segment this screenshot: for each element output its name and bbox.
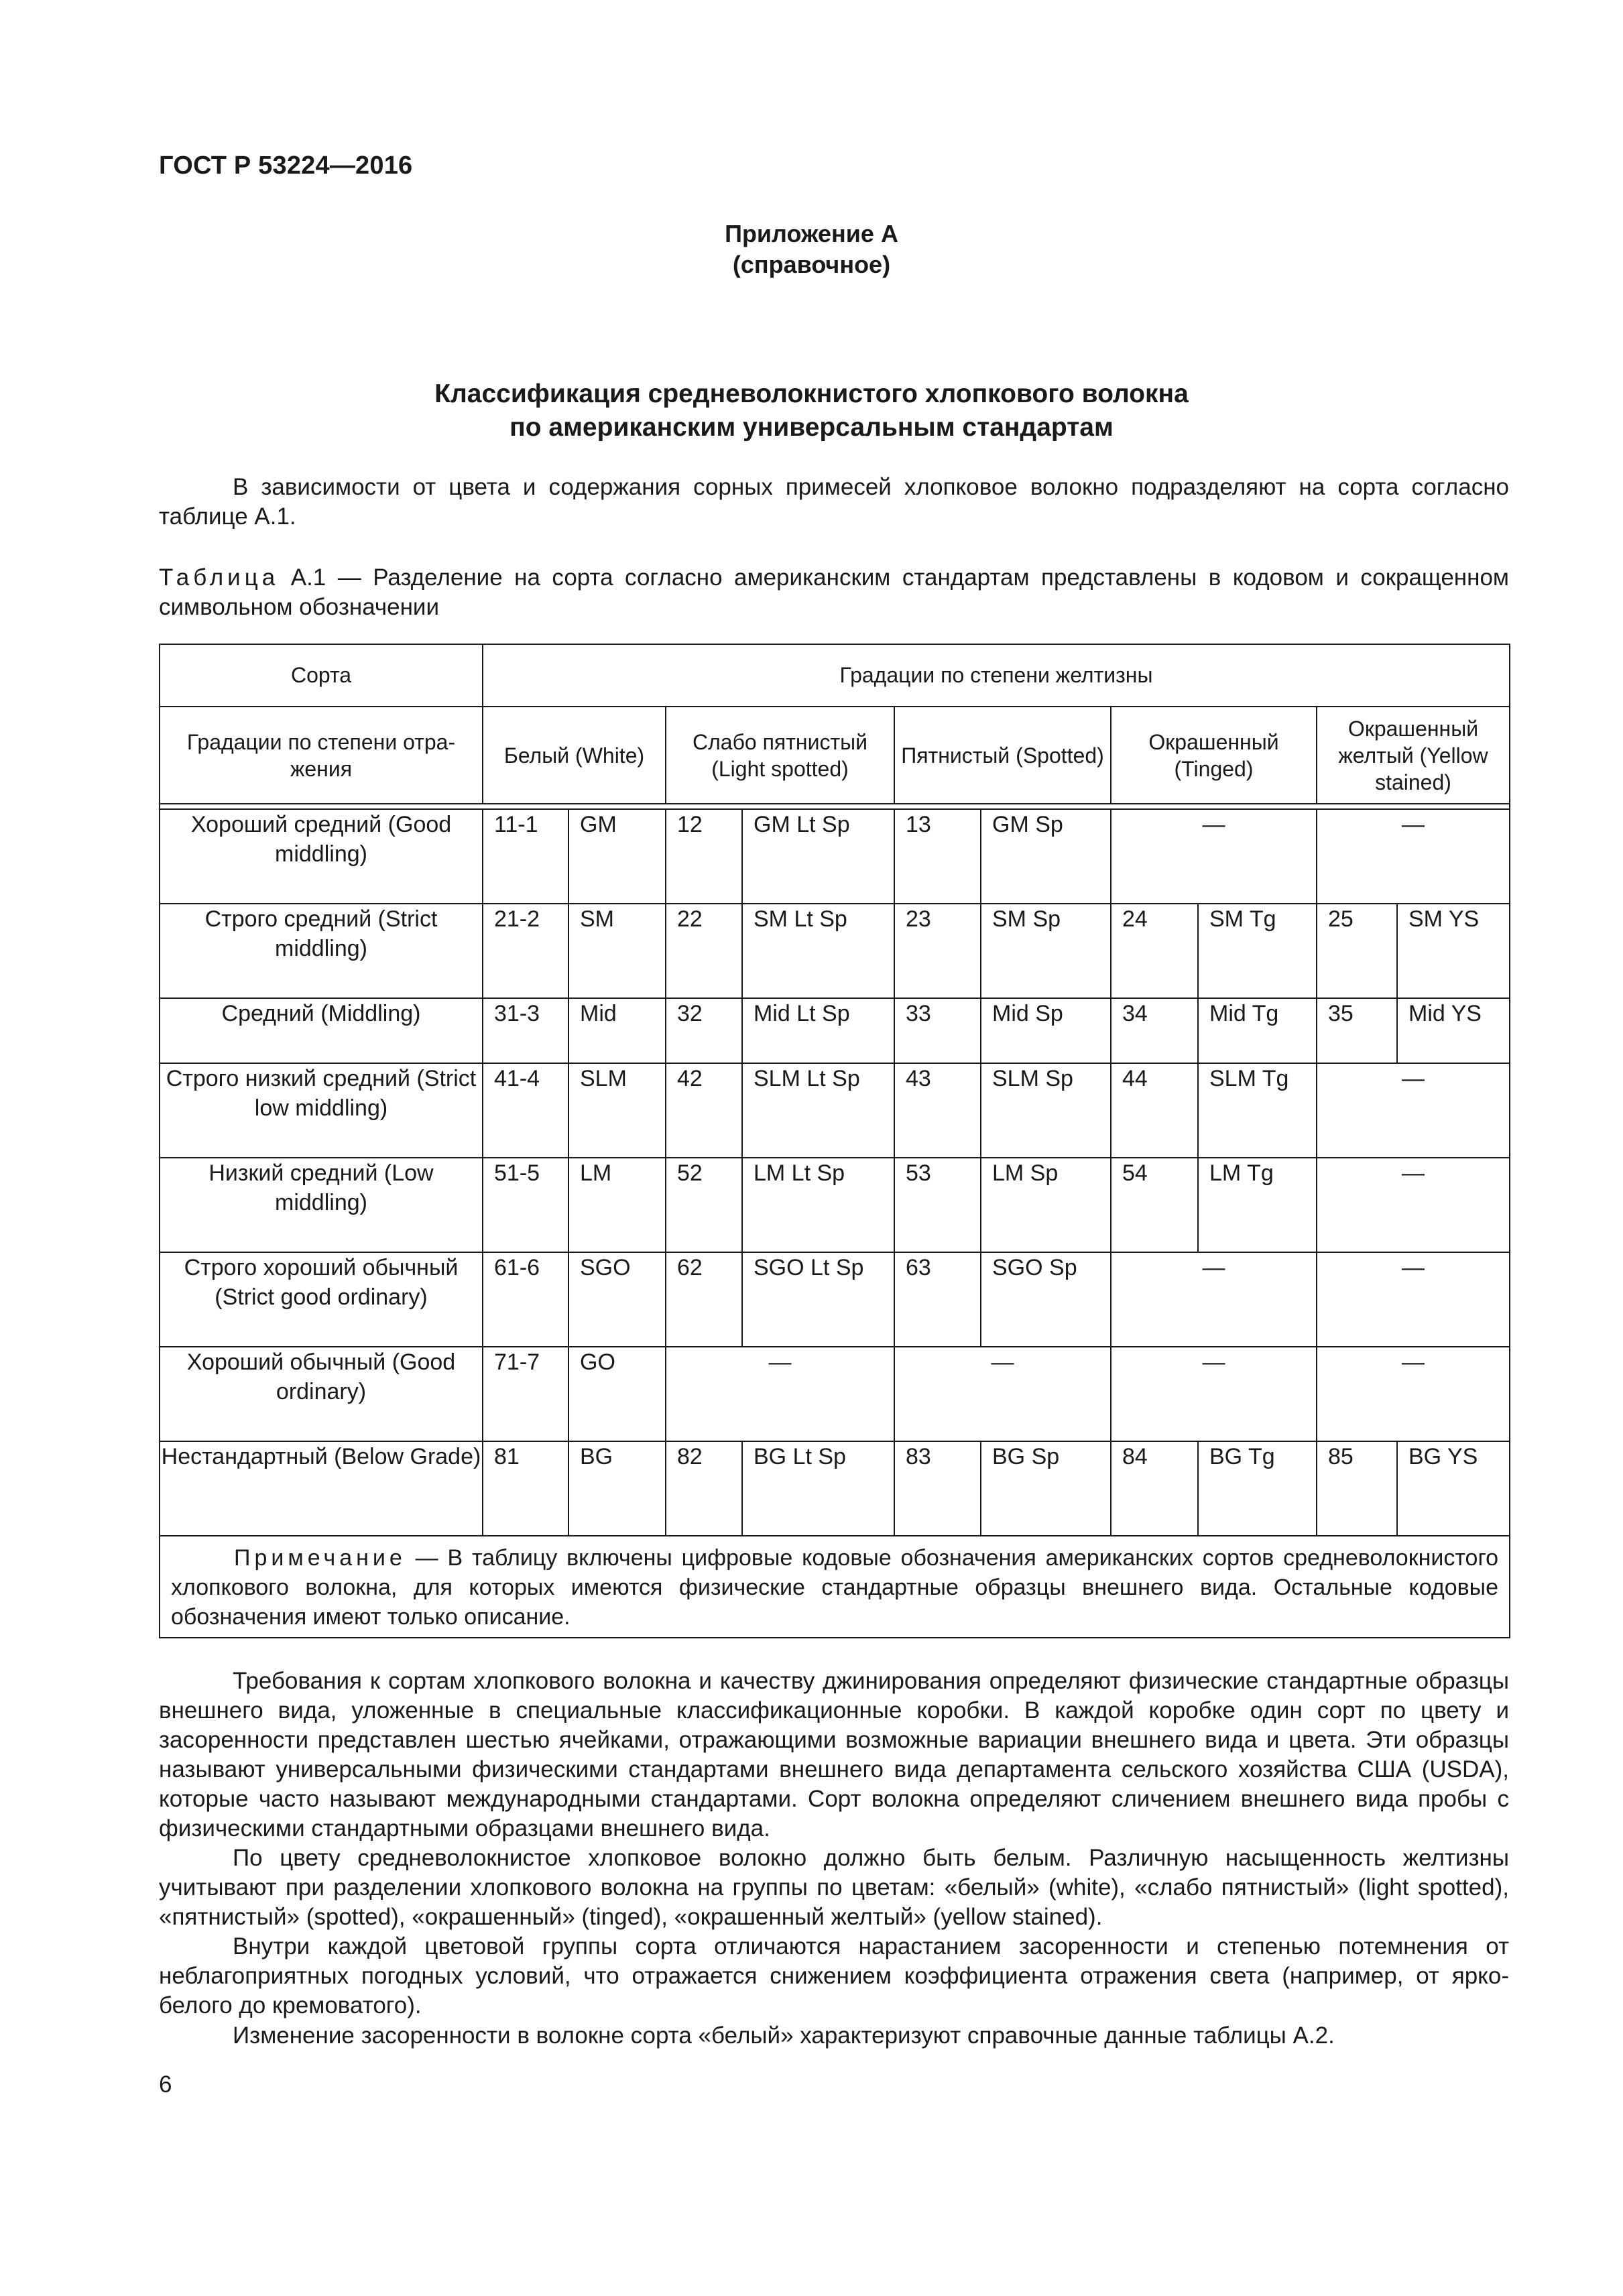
body-paragraph: Изменение засоренности в волокне сорта «белый» характеризуют справочные данные таблицы А.2.: [233, 2022, 1335, 2049]
grade-abbreviation: BG Lt Sp: [742, 1441, 894, 1536]
header-reflection: Градации по степени отра-жения: [160, 707, 483, 804]
grade-code: 33: [894, 998, 981, 1063]
section-title: [0, 377, 1623, 444]
grade-code: 21-2: [483, 904, 568, 998]
empty-grade-dash: —: [894, 1347, 1111, 1441]
table-caption-text: А.1 — Разделение на сорта согласно американским стандартам представлены в кодовом и сокращенном символьном обозначении: [159, 564, 1509, 620]
row-grade-name: Строго низкий средний (Strict low middling): [160, 1063, 483, 1158]
grade-abbreviation: SM Sp: [981, 904, 1111, 998]
table-row: [160, 809, 1510, 904]
table-row: [160, 998, 1510, 1063]
grade-code: 85: [1317, 1441, 1397, 1536]
grade-abbreviation: LM Lt Sp: [742, 1158, 894, 1252]
grade-code: 71-7: [483, 1347, 568, 1441]
body-paragraph: По цвету средневолокнистое хлопковое волокно должно быть белым. Различную насыщенность желтизны учитывают при разделении хлопкового волокна на группы по цветам: «белый» (white), «слабо пятнистый» (light spotted), «пятнистый» (spotted), «окрашенный» (tinged), «окрашенный желтый» (yellow stained).: [159, 1845, 1509, 1930]
grade-abbreviation: GM Sp: [981, 809, 1111, 904]
row-grade-name: Низкий средний (Low middling): [160, 1158, 483, 1252]
grade-code: 81: [483, 1441, 568, 1536]
empty-grade-dash: —: [1111, 1252, 1317, 1347]
grade-abbreviation: BG YS: [1397, 1441, 1510, 1536]
grade-code: 83: [894, 1441, 981, 1536]
grade-abbreviation: SM YS: [1397, 904, 1510, 998]
grade-abbreviation: SLM: [568, 1063, 666, 1158]
table-row: [160, 1347, 1510, 1441]
grade-code: 44: [1111, 1063, 1198, 1158]
note-text: — В таблицу включены цифровые кодовые обозначения американских сортов средневолокнистого хлопкового волокна, для которых имеются физические стандартные образцы внешнего вида. Остальные кодовые обозначения имеют только описание.: [171, 1545, 1499, 1630]
grade-code: 62: [666, 1252, 742, 1347]
empty-grade-dash: —: [1317, 1063, 1510, 1158]
grade-abbreviation: BG: [568, 1441, 666, 1536]
grades-table: [159, 644, 1510, 1638]
body-paragraph: Внутри каждой цветовой группы сорта отличаются нарастанием засоренности и степенью потемнения от неблагоприятных погодных условий, что отражается снижением коэффициента отражения света (например, от ярко-белого до кремоватого).: [159, 1933, 1509, 2018]
grade-abbreviation: SLM Sp: [981, 1063, 1111, 1158]
grade-abbreviation: Mid Tg: [1198, 998, 1317, 1063]
empty-grade-dash: —: [1111, 1347, 1317, 1441]
grade-code: 12: [666, 809, 742, 904]
row-grade-name: Нестандартный (Below Grade): [160, 1441, 483, 1536]
grade-code: 32: [666, 998, 742, 1063]
header-group: Слабо пятнистый (Light spotted): [666, 707, 894, 804]
body-paragraph: Требования к сортам хлопкового волокна и качеству джинирования определяют физические стандартные образцы внешнего вида, уложенные в специальные классификационные коробки. В каждой коробке один сорт по цвету и засоренности представлен шестью ячейками, отражающими возможные вариации внешнего вида и цвета. Эти образцы называют универсальными физическими стандартами внешнего вида департамента сельского хозяйства США (USDA), которые часто называют международными стандартами. Сорт волокна определяют сличением внешнего вида пробы с физическими стандартными образцами внешнего вида.: [159, 1668, 1509, 1841]
grade-code: 13: [894, 809, 981, 904]
header-group: Окрашенный (Tinged): [1111, 707, 1317, 804]
grade-code: 31-3: [483, 998, 568, 1063]
grade-abbreviation: SGO Lt Sp: [742, 1252, 894, 1347]
table-row: [160, 1063, 1510, 1158]
header-group: Окрашенный желтый (Yellow stained): [1317, 707, 1510, 804]
table-caption-label: Таблица: [159, 564, 280, 591]
table-caption: [159, 563, 1509, 622]
grade-code: 23: [894, 904, 981, 998]
table-header-row: [160, 644, 1510, 707]
grade-abbreviation: LM Tg: [1198, 1158, 1317, 1252]
empty-grade-dash: —: [1317, 1158, 1510, 1252]
row-grade-name: Хороший средний (Good middling): [160, 809, 483, 904]
table-body: [160, 809, 1510, 1536]
grade-code: 22: [666, 904, 742, 998]
empty-grade-dash: —: [1317, 1252, 1510, 1347]
grade-code: 34: [1111, 998, 1198, 1063]
grade-abbreviation: LM: [568, 1158, 666, 1252]
note-label: Примечание: [234, 1545, 406, 1571]
grade-code: 24: [1111, 904, 1198, 998]
grade-code: 51-5: [483, 1158, 568, 1252]
appendix-heading: [0, 219, 1623, 280]
section-title-line2: по американским универсальным стандартам: [509, 413, 1114, 442]
grade-abbreviation: Mid YS: [1397, 998, 1510, 1063]
grade-code: 84: [1111, 1441, 1198, 1536]
grade-code: 52: [666, 1158, 742, 1252]
row-grade-name: Средний (Middling): [160, 998, 483, 1063]
page-number: 6: [159, 2071, 172, 2098]
grade-abbreviation: Mid: [568, 998, 666, 1063]
table-row: [160, 1158, 1510, 1252]
grade-abbreviation: SM: [568, 904, 666, 998]
table-note-row: [160, 1536, 1510, 1638]
grade-abbreviation: SLM Tg: [1198, 1063, 1317, 1158]
intro-paragraph: В зависимости от цвета и содержания сорных примесей хлопковое волокно подразделяют на сорта согласно таблице А.1.: [159, 474, 1509, 530]
grade-abbreviation: BG Sp: [981, 1441, 1111, 1536]
header-separator: [160, 804, 1510, 809]
grade-abbreviation: SGO Sp: [981, 1252, 1111, 1347]
grade-abbreviation: BG Tg: [1198, 1441, 1317, 1536]
grade-abbreviation: LM Sp: [981, 1158, 1111, 1252]
grade-abbreviation: GO: [568, 1347, 666, 1441]
header-group: Белый (White): [483, 707, 666, 804]
table-note: [160, 1536, 1510, 1638]
header-sort: Сорта: [160, 644, 483, 707]
table-row: [160, 1441, 1510, 1536]
table-row: [160, 1252, 1510, 1347]
empty-grade-dash: —: [1317, 1347, 1510, 1441]
grade-abbreviation: SGO: [568, 1252, 666, 1347]
grade-code: 54: [1111, 1158, 1198, 1252]
grade-code: 63: [894, 1252, 981, 1347]
grade-code: 53: [894, 1158, 981, 1252]
grade-abbreviation: GM: [568, 809, 666, 904]
table-row: [160, 904, 1510, 998]
empty-grade-dash: —: [1317, 809, 1510, 904]
grade-code: 42: [666, 1063, 742, 1158]
grade-abbreviation: Mid Sp: [981, 998, 1111, 1063]
grade-abbreviation: Mid Lt Sp: [742, 998, 894, 1063]
grade-code: 61-6: [483, 1252, 568, 1347]
grade-code: 41-4: [483, 1063, 568, 1158]
grade-code: 25: [1317, 904, 1397, 998]
empty-grade-dash: —: [666, 1347, 894, 1441]
grade-code: 82: [666, 1441, 742, 1536]
appendix-subtitle: (справочное): [732, 251, 891, 278]
empty-grade-dash: —: [1111, 809, 1317, 904]
document-code: ГОСТ Р 53224—2016: [159, 152, 413, 180]
grade-code: 11-1: [483, 809, 568, 904]
grade-abbreviation: SLM Lt Sp: [742, 1063, 894, 1158]
row-grade-name: Хороший обычный (Good ordinary): [160, 1347, 483, 1441]
table-subheader-row: [160, 707, 1510, 804]
appendix-title: Приложение А: [725, 220, 898, 247]
grade-abbreviation: SM Tg: [1198, 904, 1317, 998]
grade-code: 35: [1317, 998, 1397, 1063]
header-yellowness: Градации по степени желтизны: [483, 644, 1510, 707]
grade-code: 43: [894, 1063, 981, 1158]
grade-abbreviation: GM Lt Sp: [742, 809, 894, 904]
header-group: Пятнистый (Spotted): [894, 707, 1111, 804]
row-grade-name: Строго средний (Strict middling): [160, 904, 483, 998]
grade-abbreviation: SM Lt Sp: [742, 904, 894, 998]
row-grade-name: Строго хороший обычный (Strict good ordinary): [160, 1252, 483, 1347]
section-title-line1: Классификация средневолокнистого хлопкового волокна: [434, 379, 1189, 408]
